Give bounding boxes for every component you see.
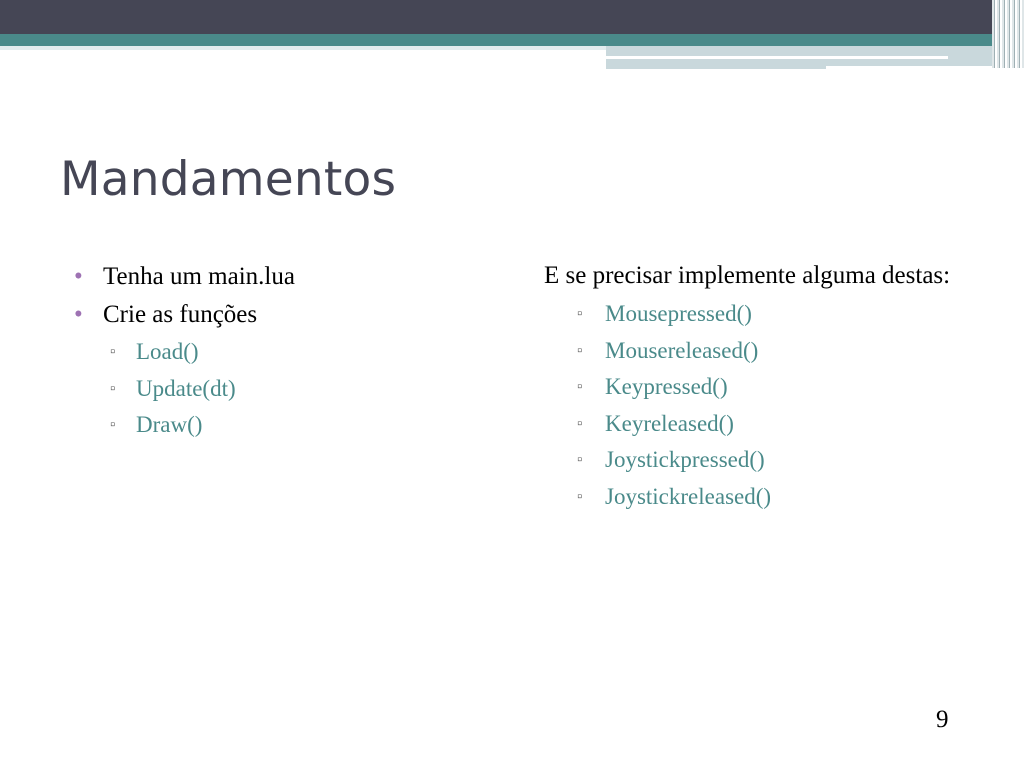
list-item bbox=[74, 258, 295, 296]
header-band-teal bbox=[0, 34, 1024, 46]
header-line-short bbox=[606, 66, 826, 69]
sub-list-item-text: Load() bbox=[136, 339, 199, 364]
square-bullet-icon: ▫ bbox=[110, 344, 116, 360]
square-bullet-icon: ▫ bbox=[577, 306, 583, 322]
sub-list-item-text: Update(dt) bbox=[136, 375, 236, 401]
list-item-text: Tenha um main.lua bbox=[103, 263, 295, 290]
sub-list-item bbox=[74, 371, 295, 408]
sub-list-item bbox=[544, 333, 984, 370]
sub-list-item bbox=[544, 442, 984, 479]
sub-list-item-text: Mousepressed() bbox=[605, 301, 752, 326]
square-bullet-icon: ▫ bbox=[577, 488, 583, 505]
square-bullet-icon: ▫ bbox=[577, 415, 583, 432]
sub-list-item-text: Keypressed() bbox=[605, 374, 728, 399]
bullet-dot-icon: • bbox=[74, 301, 83, 328]
list-item-text: Crie as funções bbox=[103, 301, 258, 328]
sub-list-item-text: Mousereleased() bbox=[605, 337, 759, 363]
sub-list-item bbox=[544, 369, 984, 406]
slide-title: Mandamentos bbox=[60, 152, 397, 207]
header-band-dark bbox=[0, 0, 1024, 34]
sub-list-item-text: Joystickpressed() bbox=[605, 447, 765, 472]
bullet-dot-icon: • bbox=[74, 263, 83, 290]
square-bullet-icon: ▫ bbox=[577, 452, 583, 468]
sub-list-item-text: Draw() bbox=[136, 412, 203, 437]
page-number: 9 bbox=[936, 706, 949, 733]
sub-list-item-text: Joystickreleased() bbox=[605, 483, 772, 509]
header-stripes bbox=[992, 0, 1024, 68]
square-bullet-icon: ▫ bbox=[110, 417, 116, 433]
sub-list-item bbox=[544, 406, 984, 443]
sub-list-item-text: Keyreleased() bbox=[605, 410, 734, 436]
right-intro-text: E se precisar implemente alguma destas: bbox=[544, 262, 951, 289]
list-item bbox=[74, 296, 295, 334]
sub-list-item bbox=[544, 479, 984, 516]
square-bullet-icon: ▫ bbox=[577, 379, 583, 395]
header-line-white bbox=[606, 56, 948, 59]
square-bullet-icon: ▫ bbox=[577, 342, 583, 359]
header-line bbox=[0, 46, 606, 50]
square-bullet-icon: ▫ bbox=[110, 380, 116, 397]
right-bullet-list bbox=[544, 296, 984, 515]
sub-list-item bbox=[74, 334, 295, 371]
sub-list-item bbox=[74, 407, 295, 444]
right-column bbox=[544, 258, 984, 515]
sub-list-item bbox=[544, 296, 984, 333]
left-bullet-list bbox=[74, 258, 295, 444]
